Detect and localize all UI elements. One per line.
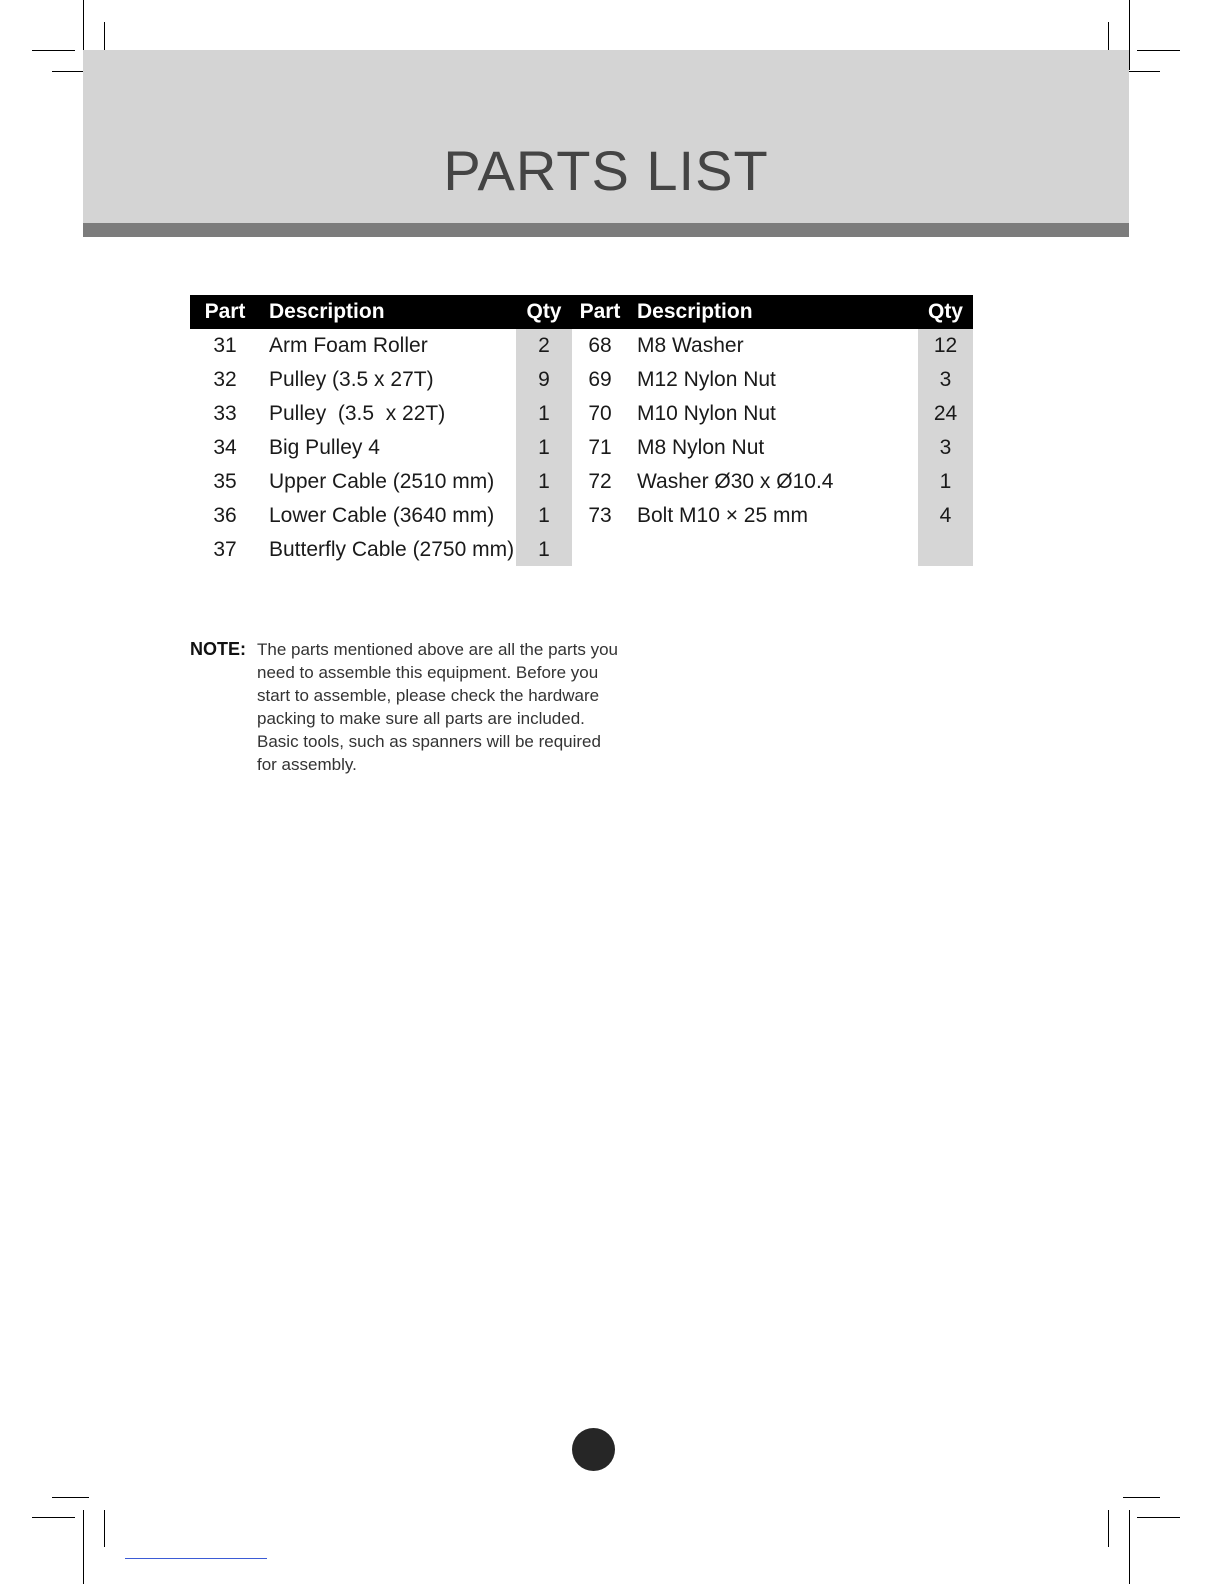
table-row (190, 533, 973, 567)
note-line: start to assemble, please check the hardware (257, 686, 600, 705)
part-qty: 1 (538, 402, 550, 425)
crop-mark (32, 1517, 75, 1518)
part-qty: 1 (939, 470, 952, 493)
crop-mark (32, 50, 75, 51)
part-qty: 3 (939, 368, 952, 391)
header-description-right: Description (637, 300, 753, 323)
footer-link-underline (125, 1558, 267, 1559)
note-label: NOTE: (190, 639, 246, 659)
page-number-dot (572, 1428, 615, 1471)
part-qty: 1 (538, 538, 550, 561)
part-description: Bolt M10 × 25 mm (637, 504, 808, 527)
page-title: PARTS LIST (443, 139, 769, 202)
part-number: 31 (213, 334, 237, 357)
part-description: Lower Cable (3640 mm) (269, 504, 495, 527)
part-number: 32 (213, 368, 237, 391)
part-description: Big Pulley 4 (269, 436, 380, 459)
table-row (190, 465, 973, 499)
part-number: 71 (588, 436, 612, 459)
part-number: 73 (588, 504, 612, 527)
table-row (190, 431, 973, 465)
table-row (190, 363, 973, 397)
part-description: Butterfly Cable (2750 mm) (269, 538, 515, 561)
part-number: 34 (213, 436, 237, 459)
part-number: 72 (588, 470, 612, 493)
part-qty: 1 (538, 470, 550, 493)
crop-mark (83, 1510, 84, 1584)
part-qty: 24 (933, 402, 958, 425)
header-part-left: Part (204, 300, 246, 323)
crop-mark (1137, 50, 1180, 51)
table-row (190, 397, 973, 431)
parts-table (190, 295, 973, 566)
crop-mark (1137, 1517, 1180, 1518)
part-description: Arm Foam Roller (269, 334, 428, 357)
part-number: 70 (588, 402, 612, 425)
part-number: 37 (213, 538, 237, 561)
part-description: M8 Washer (637, 334, 744, 357)
part-number: 35 (213, 470, 237, 493)
crop-mark (1129, 1510, 1130, 1584)
note-line: The parts mentioned above are all the parts you (257, 640, 618, 659)
part-number: 69 (588, 368, 612, 391)
note-line: need to assemble this equipment. Before you (257, 663, 599, 682)
part-description: M12 Nylon Nut (637, 368, 776, 391)
part-number: 68 (588, 334, 612, 357)
part-description: Pulley (3.5 x 27T) (269, 368, 434, 391)
part-number: 36 (213, 504, 237, 527)
crop-mark (104, 1510, 105, 1547)
part-description: Upper Cable (2510 mm) (269, 470, 495, 493)
table-row (190, 329, 973, 363)
note-line: packing to make sure all parts are included. (257, 709, 585, 728)
note-line: for assembly. (257, 755, 357, 774)
part-description: M8 Nylon Nut (637, 436, 765, 459)
header-stripe (83, 223, 1129, 237)
table-row (190, 499, 973, 533)
part-qty: 1 (538, 436, 550, 459)
header-qty-right: Qty (927, 300, 963, 323)
note-body (257, 638, 657, 776)
part-qty: 4 (939, 504, 952, 527)
crop-mark (1123, 1497, 1160, 1498)
header-qty-left: Qty (526, 300, 562, 323)
crop-mark (52, 1497, 89, 1498)
part-qty: 1 (538, 504, 550, 527)
part-qty: 12 (933, 334, 958, 357)
header-part-right: Part (579, 300, 621, 323)
part-qty: 2 (538, 334, 550, 357)
part-qty: 3 (939, 436, 952, 459)
part-description: Pulley (3.5 x 22T) (269, 402, 446, 425)
crop-mark (1108, 1510, 1109, 1547)
part-number: 33 (213, 402, 237, 425)
header-description-left: Description (269, 300, 385, 323)
crop-mark (1129, 0, 1130, 70)
part-description: Washer Ø30 x Ø10.4 (637, 470, 834, 493)
part-description: M10 Nylon Nut (637, 402, 776, 425)
note-line: Basic tools, such as spanners will be required (257, 732, 601, 751)
part-qty: 9 (538, 368, 550, 391)
table-header (190, 295, 973, 329)
